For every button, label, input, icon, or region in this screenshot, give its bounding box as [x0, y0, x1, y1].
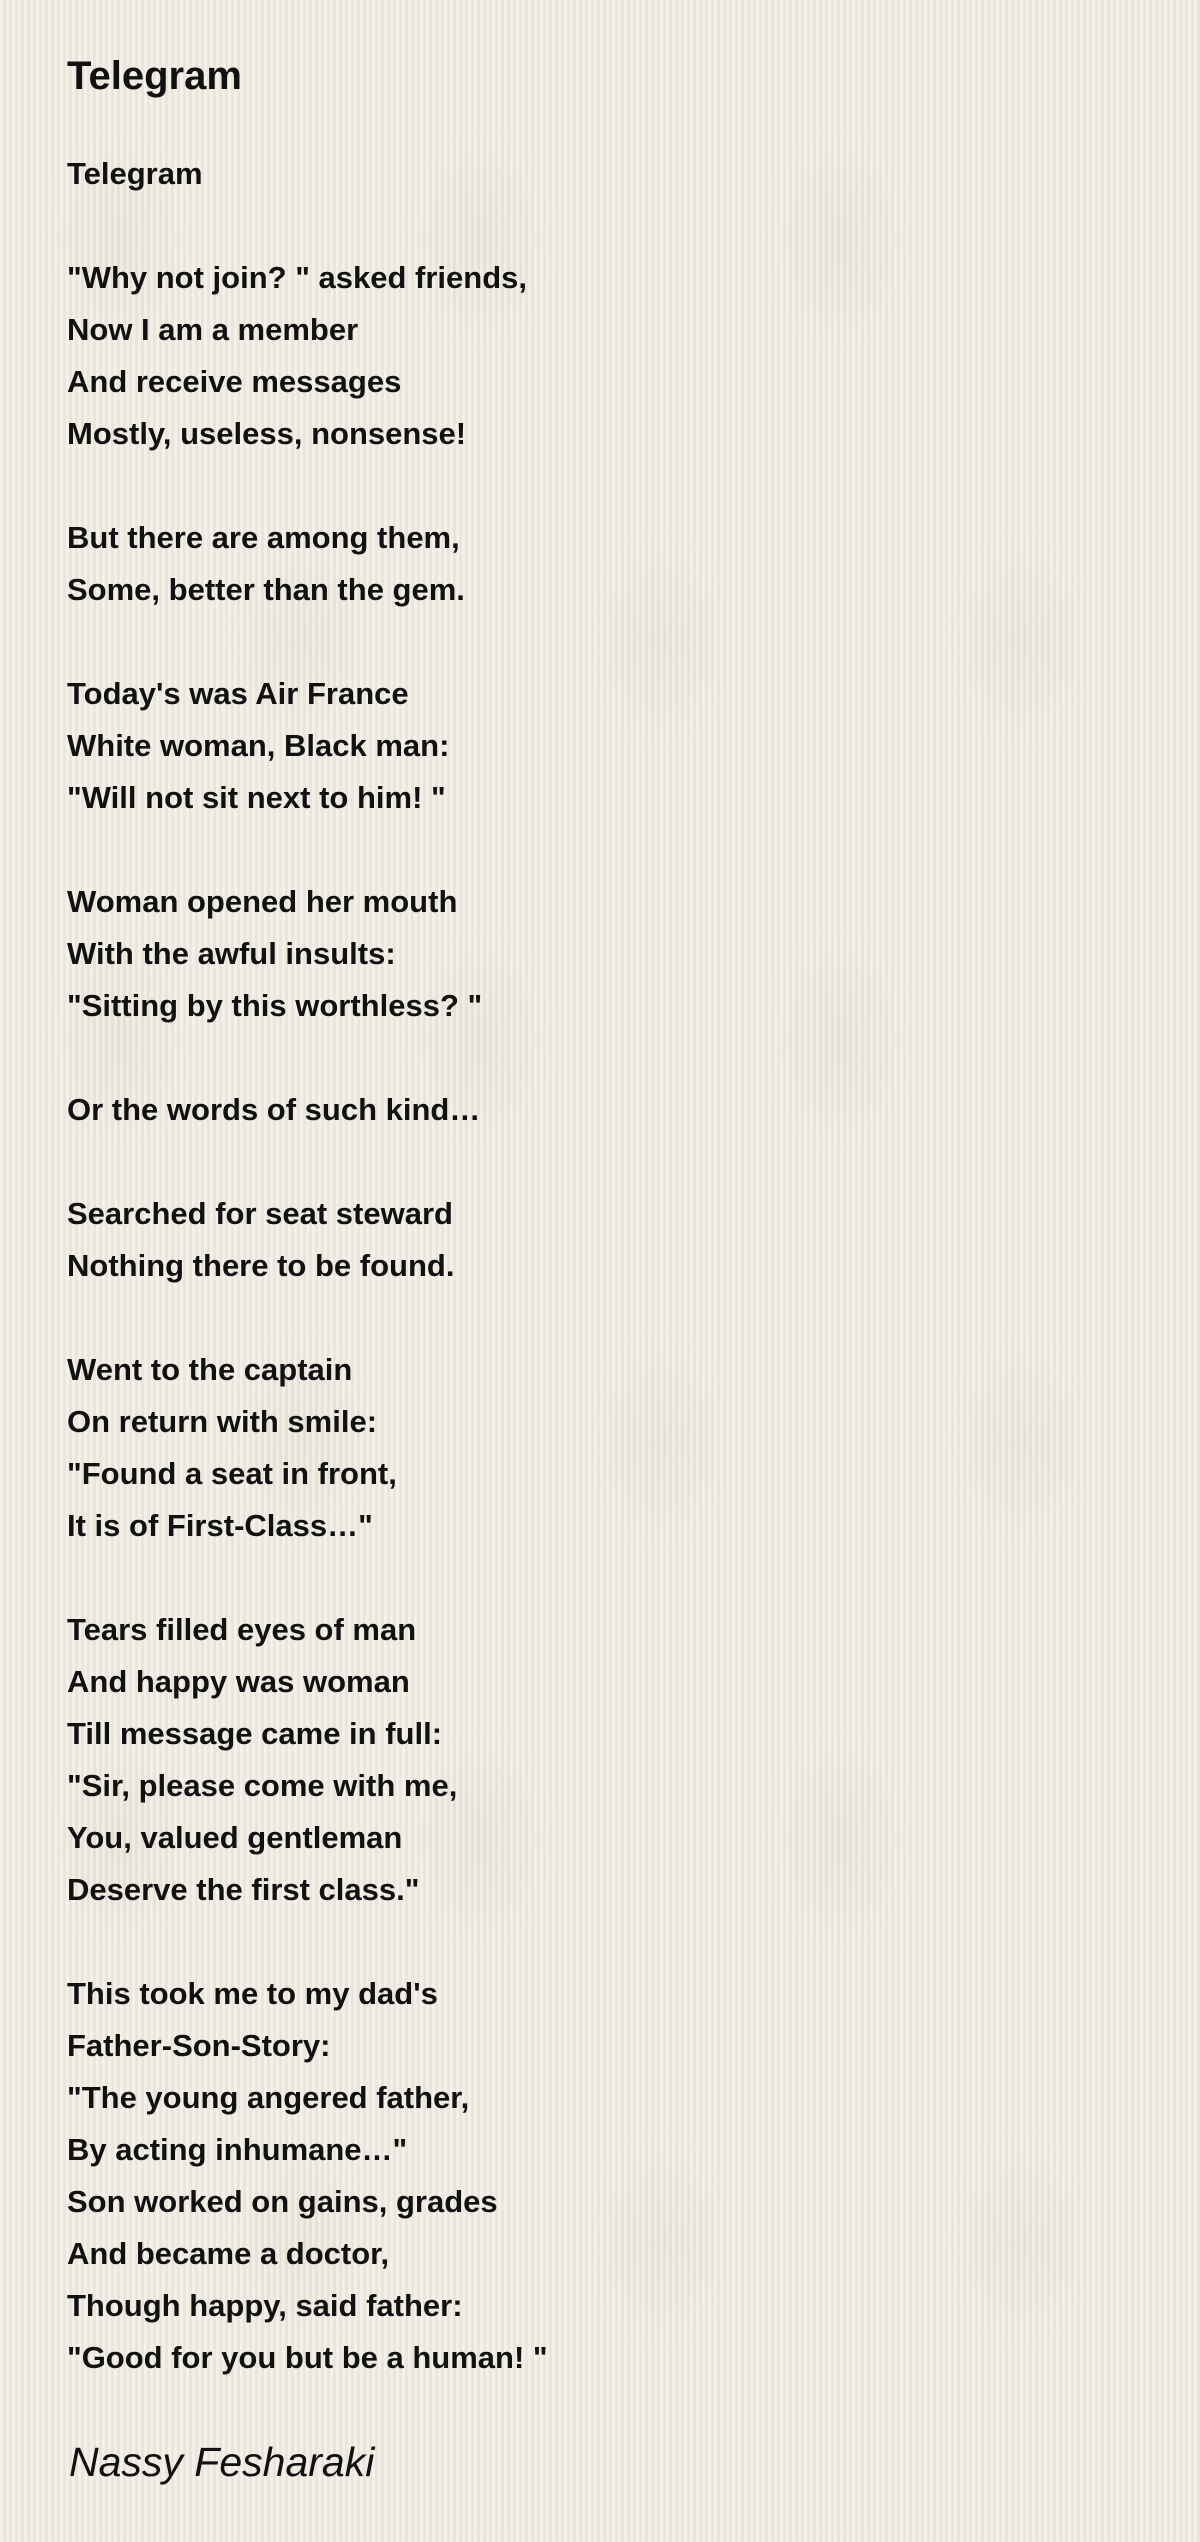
poem-line: Deserve the first class." [67, 1872, 420, 1907]
poem-line: Now I am a member [67, 312, 359, 347]
poem-line: And happy was woman [67, 1664, 410, 1699]
poem-line: "Good for you but be a human! " [67, 2340, 548, 2375]
poem-line: White woman, Black man: [67, 728, 450, 763]
poem-line: And receive messages [67, 364, 402, 399]
poem-line: Nothing there to be found. [67, 1248, 455, 1283]
poem-line: "The young angered father, [67, 2080, 470, 2115]
poem-title: Telegram [67, 54, 242, 98]
poem-line: Went to the captain [67, 1352, 353, 1387]
poem-line: And became a doctor, [67, 2236, 390, 2271]
stanza-break [67, 1136, 1147, 1188]
poem-line: By acting inhumane…" [67, 2132, 408, 2167]
stanza-break [67, 1292, 1147, 1344]
poem-line: Son worked on gains, grades [67, 2184, 498, 2219]
poem-line: "Sitting by this worthless? " [67, 988, 483, 1023]
stanza-break [67, 616, 1147, 668]
poem-line: Or the words of such kind… [67, 1092, 481, 1127]
stanza-break [67, 824, 1147, 876]
poem-line: It is of First-Class…" [67, 1508, 373, 1543]
poem-line: Till message came in full: [67, 1716, 443, 1751]
poem-line: On return with smile: [67, 1404, 378, 1439]
poem-line: But there are among them, [67, 520, 460, 555]
poem-line: You, valued gentleman [67, 1820, 403, 1855]
poem-line: Mostly, useless, nonsense! [67, 416, 467, 451]
poem-line: "Sir, please come with me, [67, 1768, 458, 1803]
poem-line: This took me to my dad's [67, 1976, 438, 2011]
poem-body [67, 148, 1147, 2384]
stanza-break [67, 1552, 1147, 1604]
poem-line: Today's was Air France [67, 676, 409, 711]
poem-line: Father-Son-Story: [67, 2028, 331, 2063]
poem-line: Tears filled eyes of man [67, 1612, 417, 1647]
poem-line: Woman opened her mouth [67, 884, 458, 919]
poem-line: Searched for seat steward [67, 1196, 453, 1231]
poem-line: Telegram [67, 156, 203, 191]
stanza-break [67, 200, 1147, 252]
poem-line: "Will not sit next to him! " [67, 780, 446, 815]
poem-line: Some, better than the gem. [67, 572, 465, 607]
stanza-break [67, 1032, 1147, 1084]
poem-author: Nassy Fesharaki [69, 2439, 375, 2485]
poem-line: With the awful insults: [67, 936, 396, 971]
poem-line: "Why not join? " asked friends, [67, 260, 527, 295]
poem-line: "Found a seat in front, [67, 1456, 397, 1491]
poem-line: Though happy, said father: [67, 2288, 463, 2323]
stanza-break [67, 1916, 1147, 1968]
stanza-break [67, 460, 1147, 512]
